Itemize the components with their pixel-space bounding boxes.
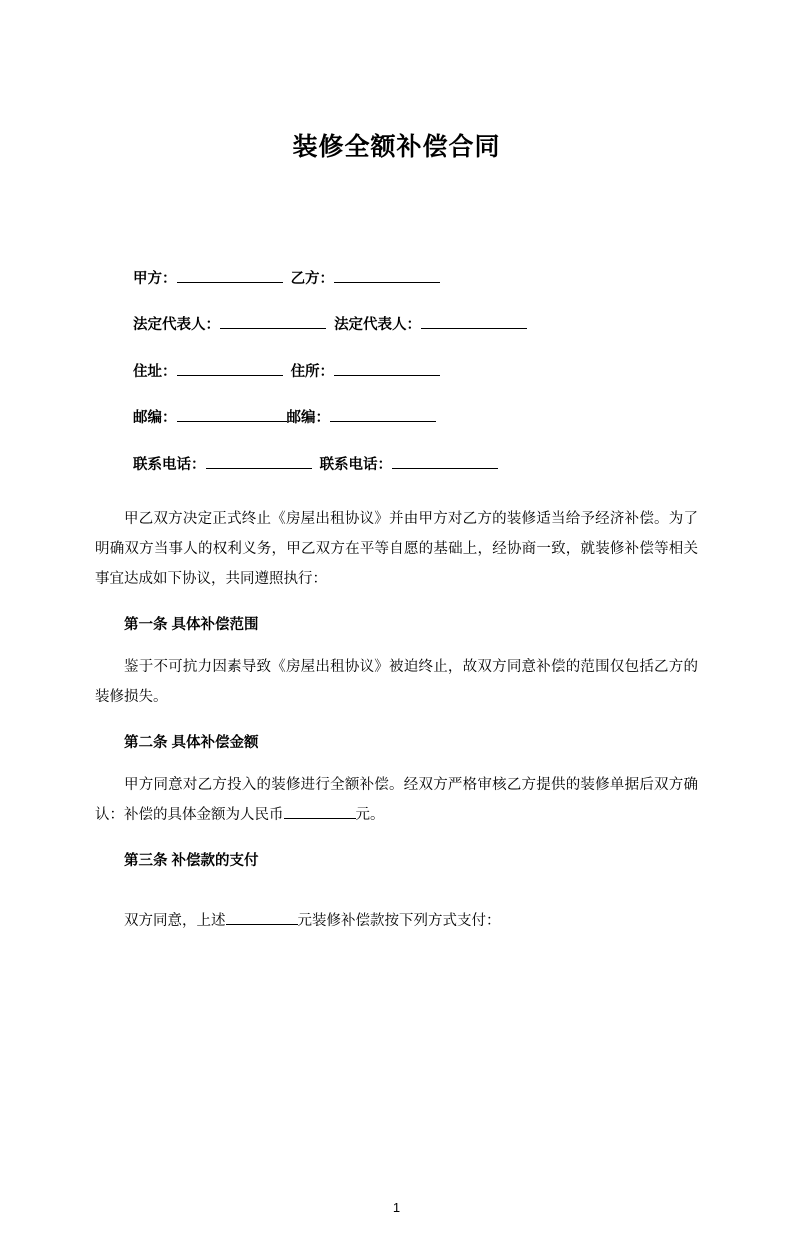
party-info-block [95,272,698,473]
party-label-postcode-right: 邮编： [286,410,330,426]
section-body-1: 鉴于不可抗力因素导致《房屋出租协议》被迫终止，故双方同意补偿的范围仅包括乙方的装修损失。 [95,659,698,705]
party-label-phone-right: 联系电话： [319,456,393,473]
party-row-3 [95,365,698,380]
section-heading-3: 第三条 补偿款的支付 [124,853,259,869]
section-heading-1: 第一条 具体补偿范围 [124,617,259,633]
preamble-paragraph: 甲乙双方决定正式终止《房屋出租协议》并由甲方对乙方的装修适当给予经济补偿。为了明确双方当事人的权利义务，甲乙双方在平等自愿的基础上，经协商一致，就装修补偿等相关事宜达成如下协议，共同遵照执行： [95,511,698,587]
amount-blank-2[interactable] [226,924,298,925]
party-blank-address-right[interactable] [334,375,440,376]
page-number: 1 [392,1200,401,1215]
party-blank-phone-left[interactable] [206,468,312,469]
party-blank-jiafang[interactable] [177,282,283,283]
party-label-legal-rep-right: 法定代表人： [334,317,422,333]
section-body-2 [95,770,698,830]
party-blank-postcode-right[interactable] [330,421,436,422]
party-label-jiafang: 甲方： [133,270,177,287]
party-label-address-left: 住址： [133,363,177,380]
party-blank-legal-rep-right[interactable] [421,328,527,329]
party-blank-phone-right[interactable] [392,468,498,469]
section-body-2-after: 元。 [355,807,385,823]
section-body-3-before: 双方同意，上述 [124,913,226,929]
party-label-address-right: 住所： [290,363,335,380]
document-page [0,131,793,1253]
party-label-legal-rep-left: 法定代表人： [133,317,220,333]
section-body-3-after: 元装修补偿款按下列方式支付： [297,913,501,929]
party-row-1 [95,272,698,287]
party-blank-address-left[interactable] [177,375,283,376]
party-row-5 [95,458,698,473]
party-label-postcode-left: 邮编： [133,410,177,426]
party-blank-legal-rep-left[interactable] [220,328,326,329]
amount-blank-1[interactable] [284,818,356,819]
spacer [95,888,698,906]
party-blank-postcode-left[interactable] [177,421,287,422]
section-body-3 [95,906,698,936]
party-row-4 [95,411,698,426]
party-label-yifang: 乙方： [290,270,335,287]
party-row-2 [95,318,698,333]
page-title: 装修全额补偿合同 [292,133,501,161]
section-body-2-before: 甲方同意对乙方投入的装修进行全额补偿。经双方严格审核乙方提供的装修单据后双方确认：补偿的具体金额为人民币 [95,777,698,823]
party-blank-yifang[interactable] [334,282,440,283]
section-heading-2: 第二条 具体补偿金额 [124,735,259,751]
party-label-phone-left: 联系电话： [133,456,206,473]
